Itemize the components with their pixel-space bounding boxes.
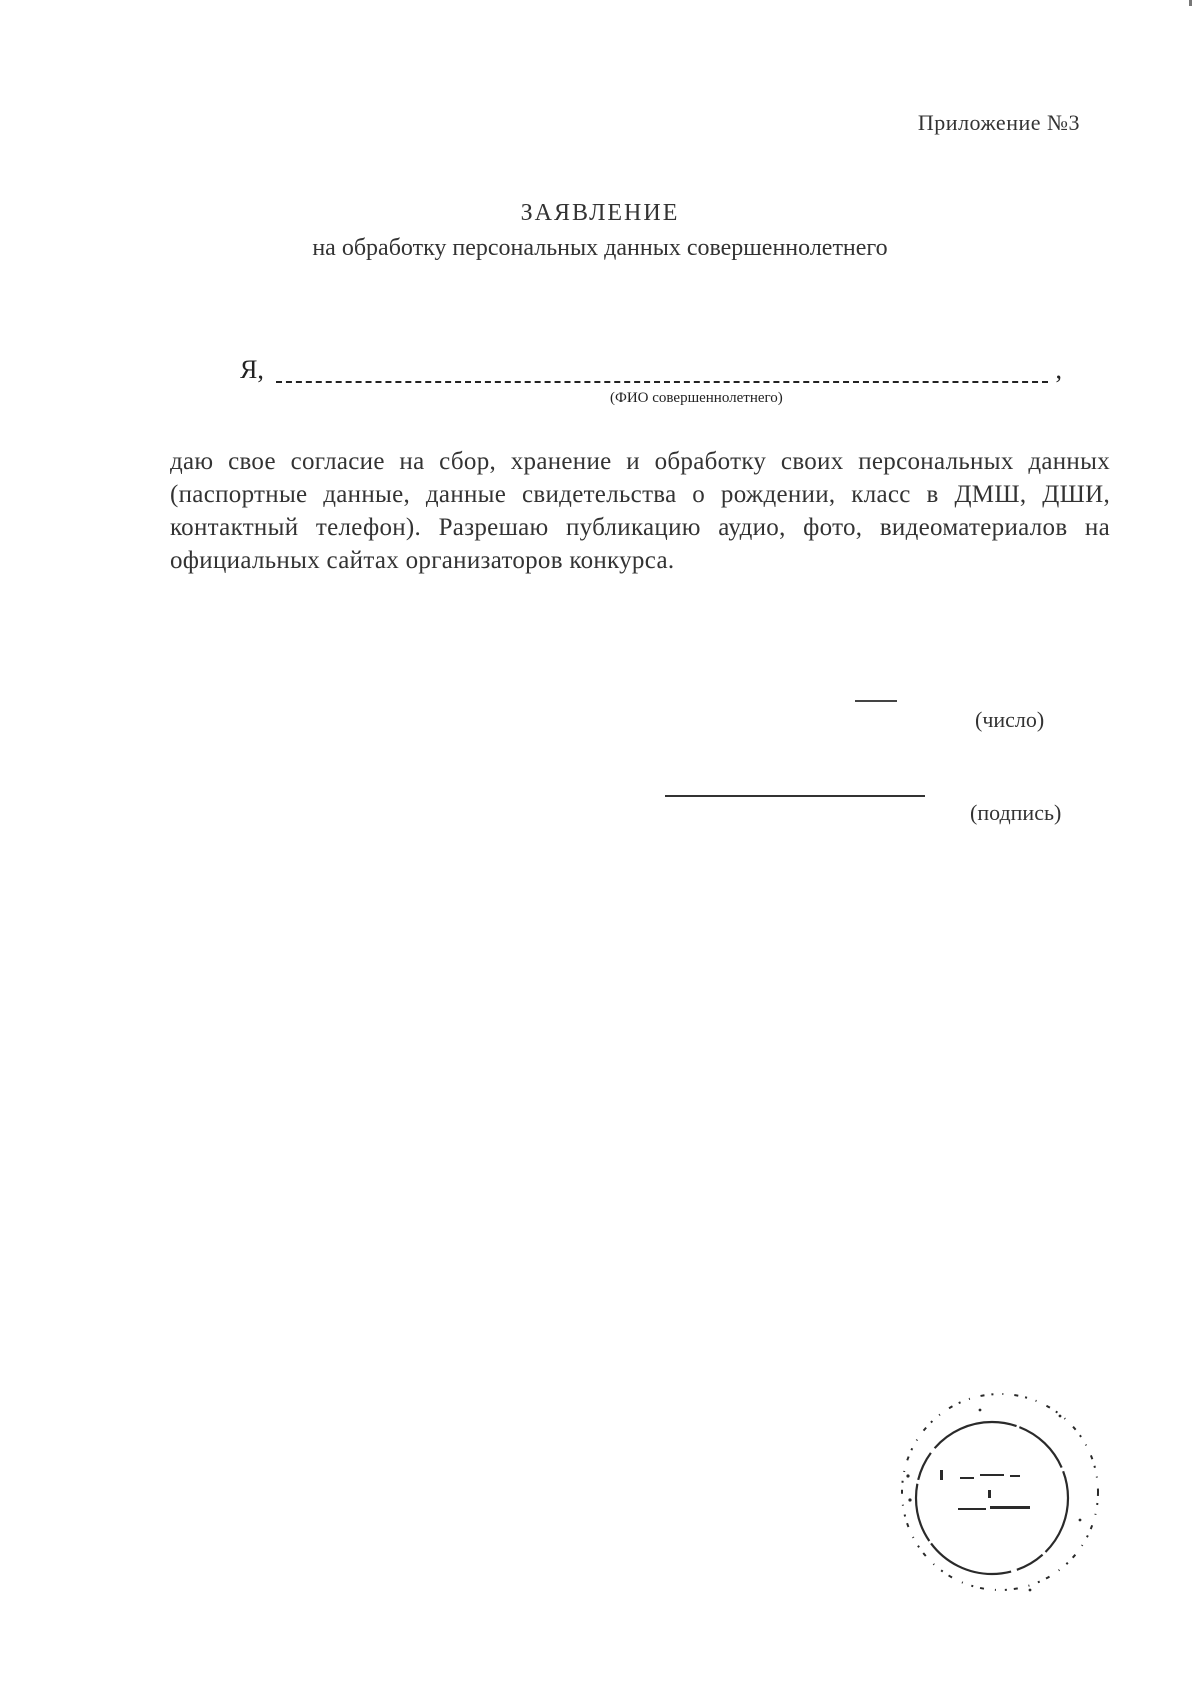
fio-blank-line [276,381,1048,383]
date-blank-line [855,700,897,702]
fio-prefix: Я, [240,355,264,384]
document-subtitle: на обработку персональных данных совершеннолетнего [312,235,888,261]
signature-blank-line [665,795,925,797]
scan-corner-mark [1189,0,1192,6]
appendix-label: Приложение №3 [917,110,1080,135]
document-title: ЗАЯВЛЕНИЕ [520,200,680,226]
consent-text: даю свое согласие на сбор, хранение и обработку своих персональных данных (паспортные данные, данные свидетельства о рождении, класс в ДМШ, ДШИ, контактный телефон). Разрешаю публикацию аудио, фото, видеоматериалов на официальных сайтах организаторов конкурса. [170,448,1110,574]
fio-hint: (ФИО совершеннолетнего) [610,390,783,406]
date-label: (число) [975,707,1045,732]
round-seal-stamp [880,1380,1110,1600]
fio-suffix: , [1055,355,1062,384]
signature-label: (подпись) [970,800,1062,825]
fio-row [240,355,1070,389]
